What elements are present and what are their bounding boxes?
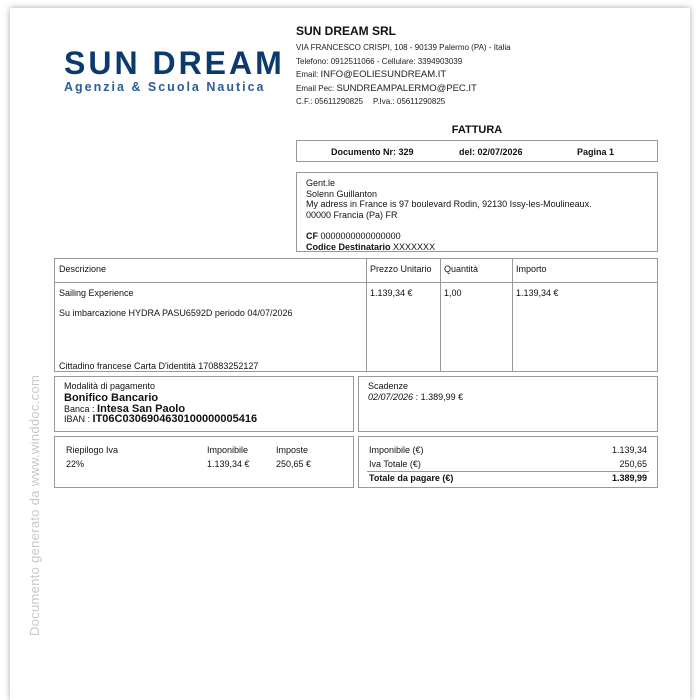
recipient-code: XXXXXXX xyxy=(393,241,436,252)
company-pec: SUNDREAMPALERMO@PEC.IT xyxy=(336,82,477,94)
item-amount: 1.139,34 € xyxy=(516,288,559,298)
vat-summary-box xyxy=(54,436,354,488)
recipient-code-label: Codice Destinatario xyxy=(306,241,391,252)
totals-vat-row xyxy=(369,459,647,470)
totals-box xyxy=(358,436,658,488)
payment-box xyxy=(54,376,354,432)
company-email: INFO@EOLIESUNDREAM.IT xyxy=(320,69,447,80)
item-unit-price: 1.139,34 € xyxy=(370,288,413,298)
deadline-date: 02/07/2026 xyxy=(368,391,414,402)
iban-value: IT06C0306904630100000005416 xyxy=(92,413,258,425)
totals-vat-label: Iva Totale (€) xyxy=(369,459,421,469)
recipient-name: Solenn Guillanton xyxy=(306,188,378,199)
item-description: Sailing Experience xyxy=(59,288,134,298)
vat-rate: 22% xyxy=(66,459,85,469)
bank-name: Intesa San Paolo xyxy=(97,402,186,415)
logo-subtitle: Agenzia & Scuola Nautica xyxy=(64,80,266,94)
payment-label: Modalità di pagamento xyxy=(64,381,156,391)
header-amount: Importo xyxy=(516,264,547,274)
generator-watermark: Documento generato da www.winddoc.com xyxy=(27,374,42,636)
vat-taxable: 1.139,34 € xyxy=(207,459,250,469)
recipient-cf: 0000000000000000 xyxy=(320,231,401,241)
vat-header-taxable: Imponibile xyxy=(207,445,249,455)
vat-header-tax: Imposte xyxy=(276,445,309,455)
company-phone: Telefono: 0912511066 - Cellulare: 3394903039 xyxy=(296,56,463,66)
recipient-greeting: Gent.le xyxy=(306,178,336,188)
deadlines-label: Scadenze xyxy=(368,381,409,391)
header-unit-price: Prezzo Unitario xyxy=(370,264,432,274)
document-title: FATTURA xyxy=(451,124,503,136)
vat-tax: 250,65 € xyxy=(276,459,312,469)
recipient-box xyxy=(296,172,658,252)
iban-label: IBAN : xyxy=(64,414,91,424)
payment-method: Bonifico Bancario xyxy=(64,391,159,404)
pec-label: Email Pec: xyxy=(296,83,335,93)
totals-taxable-label: Imponibile (€) xyxy=(369,445,424,455)
totals-grand-label: Totale da pagare (€) xyxy=(369,473,454,483)
document-date: del: 02/07/2026 xyxy=(459,147,523,157)
logo-main-text: SUN DREAM xyxy=(64,45,285,81)
bank-label: Banca : xyxy=(64,403,95,414)
document-number: Documento Nr: 329 xyxy=(331,147,414,157)
company-cf: C.F.: 05611290825 xyxy=(296,97,364,106)
item-detail: Su imbarcazione HYDRA PASU6592D periodo 04/07/2026 xyxy=(59,308,293,318)
totals-vat-value: 250,65 xyxy=(619,459,647,469)
header-description: Descrizione xyxy=(59,264,107,274)
page-number: Pagina 1 xyxy=(577,147,615,157)
totals-grand-value: 1.389,99 xyxy=(611,473,647,483)
items-table xyxy=(54,258,658,372)
company-piva: P.Iva.: 05611290825 xyxy=(373,97,446,106)
document-info-box xyxy=(296,140,658,162)
recipient-city: 00000 Francia (Pa) FR xyxy=(306,209,398,220)
vat-header-summary: Riepilogo Iva xyxy=(66,445,119,455)
deadlines-box xyxy=(358,376,658,432)
totals-grand-row xyxy=(369,473,647,484)
item-note: Cittadino francese Carta D'identità 170883252127 xyxy=(59,361,259,371)
email-label: Email: xyxy=(296,70,319,79)
company-info xyxy=(296,24,511,109)
header-quantity: Quantità xyxy=(444,264,479,274)
deadline-amount: : 1.389,99 € xyxy=(415,391,464,402)
item-quantity: 1,00 xyxy=(444,288,462,298)
company-logo xyxy=(64,45,285,94)
company-name: SUN DREAM SRL xyxy=(296,24,397,38)
totals-taxable-value: 1.139,34 xyxy=(611,445,647,455)
company-address: VIA FRANCESCO CRISPI, 108 - 90139 Palermo (PA) - Italia xyxy=(296,43,511,52)
totals-taxable-row xyxy=(369,445,647,456)
recipient-cf-label: CF xyxy=(306,231,318,241)
recipient-address: My adress in France is 97 boulevard Rodin, 92130 Issy-les-Moulineaux. xyxy=(306,199,592,209)
